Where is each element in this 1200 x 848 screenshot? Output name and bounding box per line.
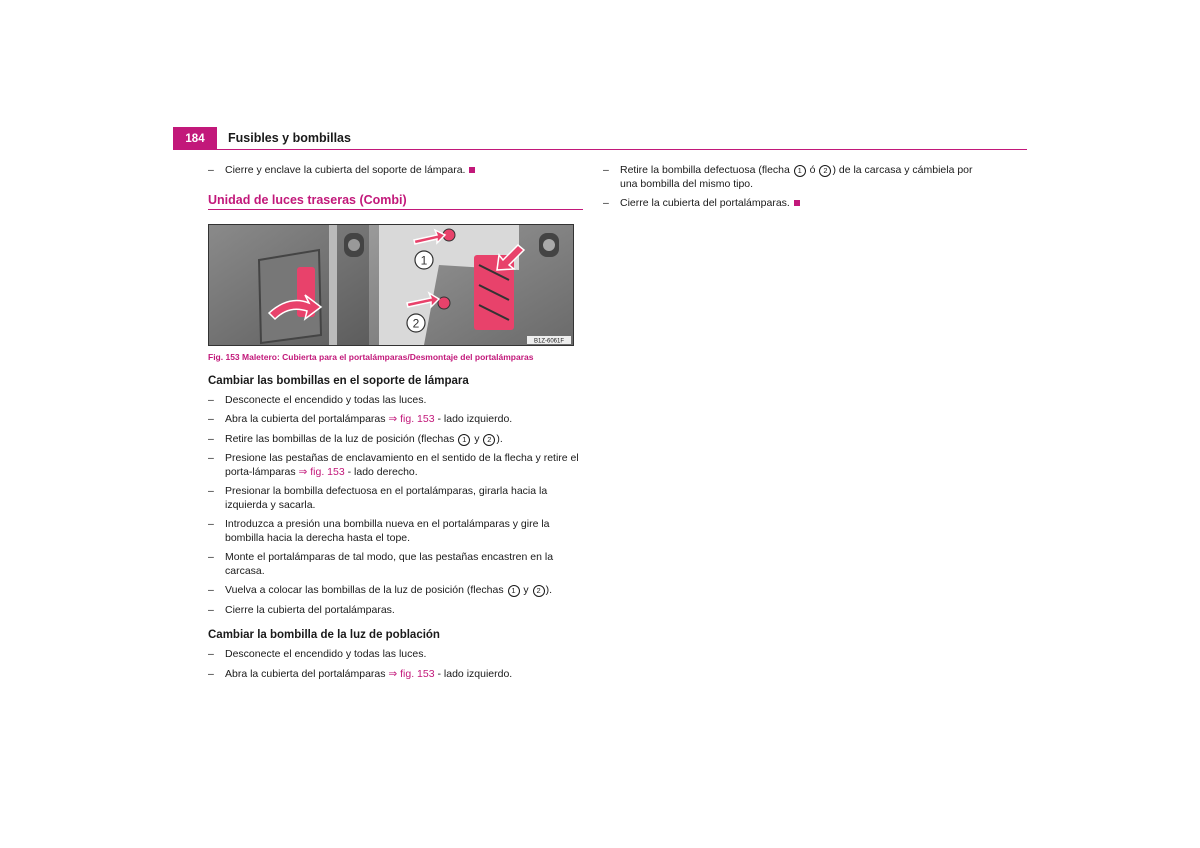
list-item: – Introduzca a presión una bombilla nueva en el portalámparas y gire la bombilla hacia la derecha hasta el tope. [208,518,550,544]
list-item: – Desconecte el encendido y todas las luces. [208,393,427,406]
list-item: – Retire las bombillas de la luz de posición (flechas 1 y 2 ). [208,432,503,445]
list-item: – Abra la cubierta del portalámparas ⇒ fig. 153 - lado izquierdo. [208,667,513,680]
list-item: – Cierre y enclave la cubierta del soporte de lámpara. [208,164,583,178]
list-item: – Abra la cubierta del portalámparas ⇒ fig. 153 - lado izquierdo. [208,413,513,425]
list-item: – Desconecte el encendido y todas las luces. [208,648,427,660]
list-item: – Cierre la cubierta del portalámparas. [208,603,395,616]
figure-illustration [209,225,573,345]
figure-link[interactable]: ⇒ fig. 153 [298,465,345,478]
page-number: 184 [173,127,217,149]
list-item: – Monte el portalámparas de tal modo, que las pestañas encastren en la carcasa. [208,551,554,577]
end-of-section-icon [794,200,800,206]
section-title: Unidad de luces traseras (Combi) [208,193,583,210]
right-column [603,164,983,217]
callout-2-icon: 2 [533,585,545,597]
list-item: – Presione las pestañas de enclavamiento en el sentido de la flecha y retire el porta-lámparas ⇒ fig. 153 - lado derecho. [208,452,579,478]
subheading: Cambiar la bombilla de la luz de población [208,629,440,641]
chapter-title: Fusibles y bombillas [228,131,351,145]
callout-2-icon: 2 [819,165,831,177]
figure-callout-1: 1 [420,253,428,267]
callout-1-icon: 1 [794,165,806,177]
list-item: – Presionar la bombilla defectuosa en el portalámparas, girarla hacia la izquierda y sacarla. [208,485,548,511]
figure-link[interactable]: ⇒ fig. 153 [388,413,435,425]
list-item: – Vuelva a colocar las bombillas de la luz de posición (flechas 1 y 2 ). [208,584,553,596]
callout-2-icon: 2 [483,434,495,446]
figure-link[interactable]: ⇒ fig. 153 [388,667,435,680]
list-item: – Retire la bombilla defectuosa (flecha 1 ó 2 ) de la carcasa y cámbiela por una bombilla del mismo tipo. [603,164,973,190]
figure-153 [208,224,574,346]
callout-1-icon: 1 [508,585,520,597]
end-of-section-icon [469,167,475,173]
list-item: – Cierre la cubierta del portalámparas. [603,197,983,211]
callout-1-icon: 1 [458,434,470,446]
figure-caption: Fig. 153 Maletero: Cubierta para el portalámparas/Desmontaje del portalámparas [208,351,534,362]
figure-code: B1Z-6061F [533,338,565,344]
left-column [208,164,583,687]
subheading: Cambiar las bombillas en el soporte de lámpara [208,374,469,387]
page-header [173,127,1027,150]
figure-callout-2: 2 [412,316,420,330]
